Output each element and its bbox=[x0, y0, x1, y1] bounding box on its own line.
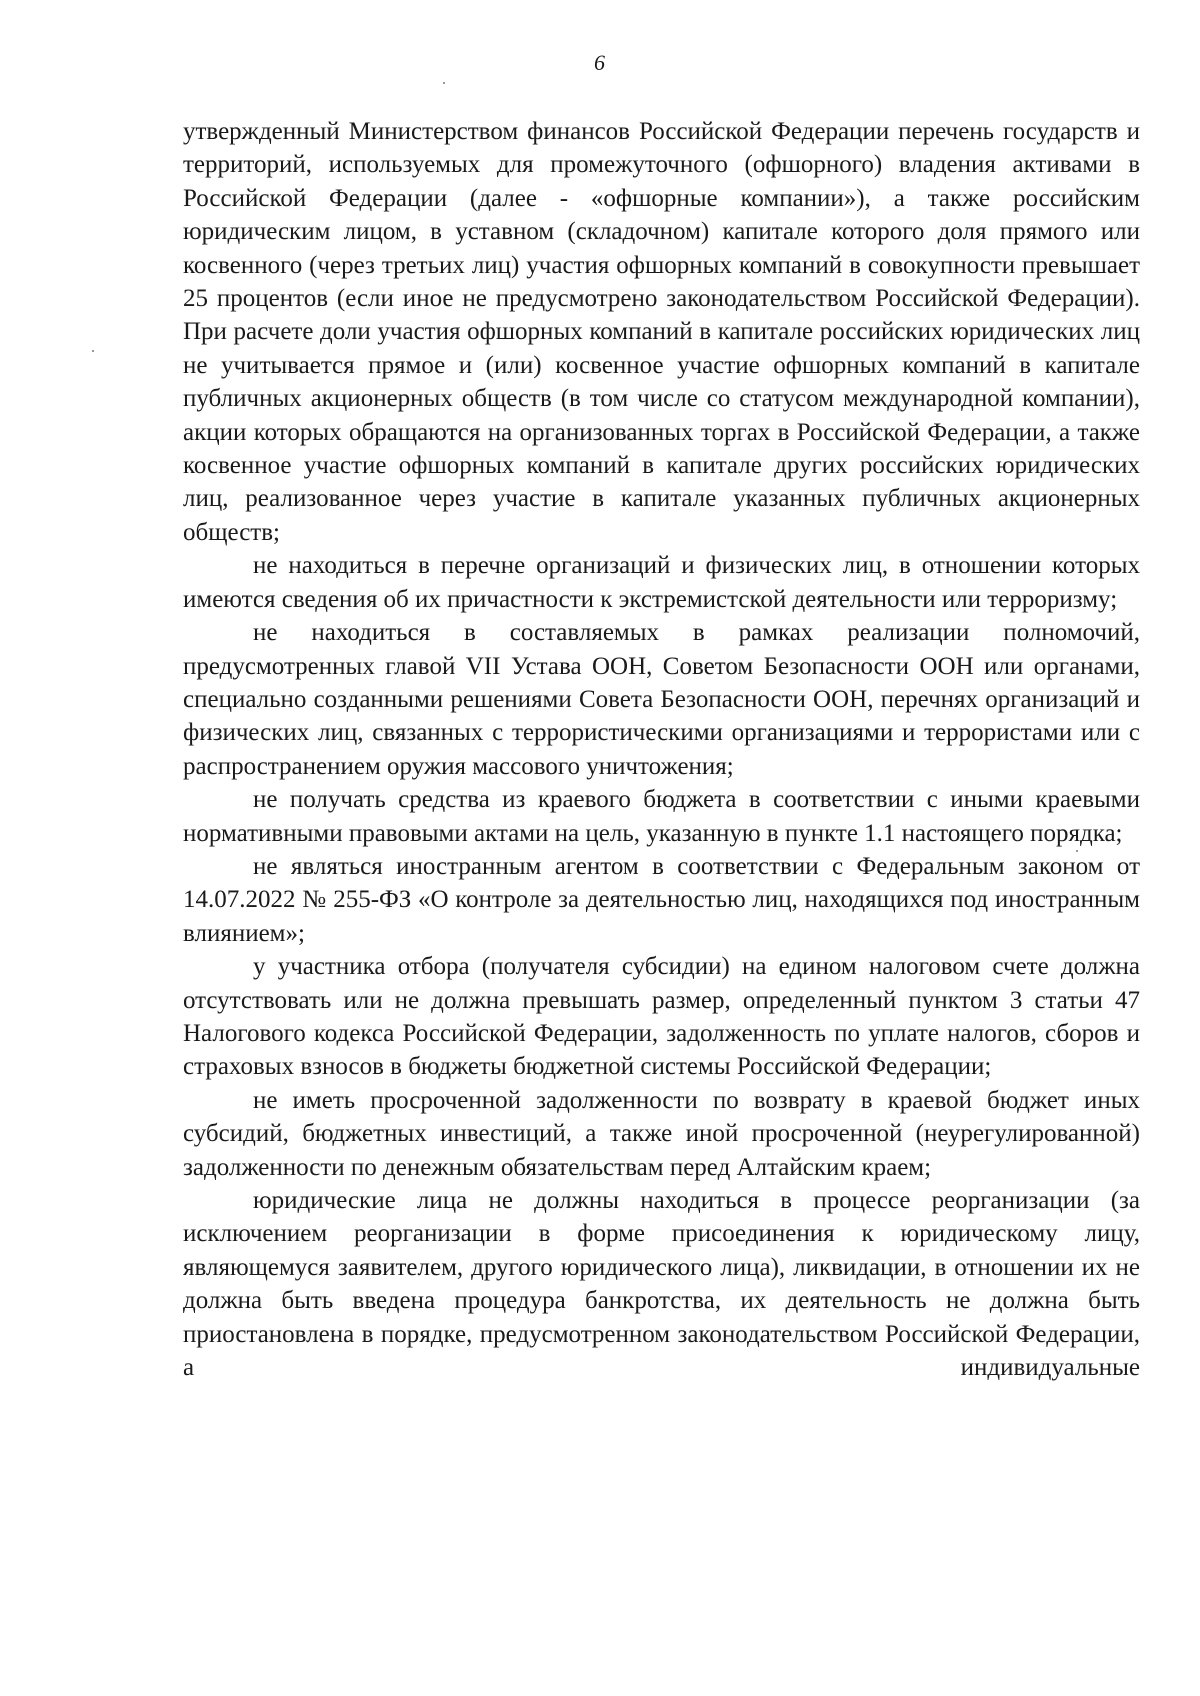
scan-speck bbox=[443, 82, 445, 84]
scan-speck bbox=[92, 350, 94, 352]
paragraph-tax-debt: у участника отбора (получателя субсидии) на едином налоговом счете должна отсутствовать или не должна превышать размер, определенный пунктом 3 статьи 47 Налогового кодекса Российской Федерации, задолженность по уплате налогов, сборов и страховых взносов в бюджеты бюджетной системы Российской Федерации; bbox=[183, 953, 1140, 1081]
paragraph-reorganization: юридические лица не должны находиться в процессе реорганизации (за исключением реорганизации в форме присоединения к юридическому лицу, являющемуся заявителем, другого юридического лица), ликвидации, в отношении их не должна быть введена процедура банкротства, их деятельность не должна быть приостановлена в порядке, предусмотренном законодательством Российской Федерации, а индивидуальные bbox=[183, 1187, 1140, 1382]
paragraph-foreign-agent: не являться иностранным агентом в соответствии с Федеральным законом от 14.07.2022 № 255-ФЗ «О контроле за деятельностью лиц, находящихся под иностранным влиянием»; bbox=[183, 852, 1140, 947]
paragraph-extremism-list: не находиться в перечне организаций и физических лиц, в отношении которых имеются сведения об их причастности к экстремистской деятельности или терроризму; bbox=[183, 552, 1140, 613]
scan-speck bbox=[1076, 850, 1078, 852]
document-body bbox=[183, 115, 1140, 1384]
paragraph-regional-budget-funds: не получать средства из краевого бюджета в соответствии с иными краевыми нормативными правовыми актами на цель, указанную в пункте 1.1 настоящего порядка; bbox=[183, 786, 1140, 847]
paragraph-un-security-council-list: не находиться в составляемых в рамках реализации полномочий, предусмотренных главой VII Устава ООН, Советом Безопасности ООН или органами, специально созданными решениями Совета Безопасности ООН, перечнях организаций и физических лиц, связанных с террористическими организациями и террористами или с распространением оружия массового уничтожения; bbox=[183, 619, 1140, 780]
paragraph-offshore-companies: утвержденный Министерством финансов Российской Федерации перечень государств и территорий, используемых для промежуточного (офшорного) владения активами в Российской Федерации (далее - «офшорные компании»), а также российским юридическим лицом, в уставном (складочном) капитале которого доля прямого или косвенного (через третьих лиц) участия офшорных компаний в совокупности превышает 25 процентов (если иное не предусмотрено законодательством Российской Федерации). При расчете доли участия офшорных компаний в капитале российских юридических лиц не учитывается прямое и (или) косвенное участие офшорных компаний в капитале публичных акционерных обществ (в том числе со статусом международной компании), акции которых обращаются на организованных торгах в Российской Федерации, а также косвенное участие офшорных компаний в капитале других российских юридических лиц, реализованное через участие в капитале указанных публичных акционерных обществ; bbox=[183, 118, 1140, 546]
page-number: 6 bbox=[594, 50, 606, 75]
paragraph-overdue-debt: не иметь просроченной задолженности по возврату в краевой бюджет иных субсидий, бюджетных инвестиций, а также иной просроченной (неурегулированной) задолженности по денежным обязательствам перед Алтайским краем; bbox=[183, 1086, 1140, 1181]
